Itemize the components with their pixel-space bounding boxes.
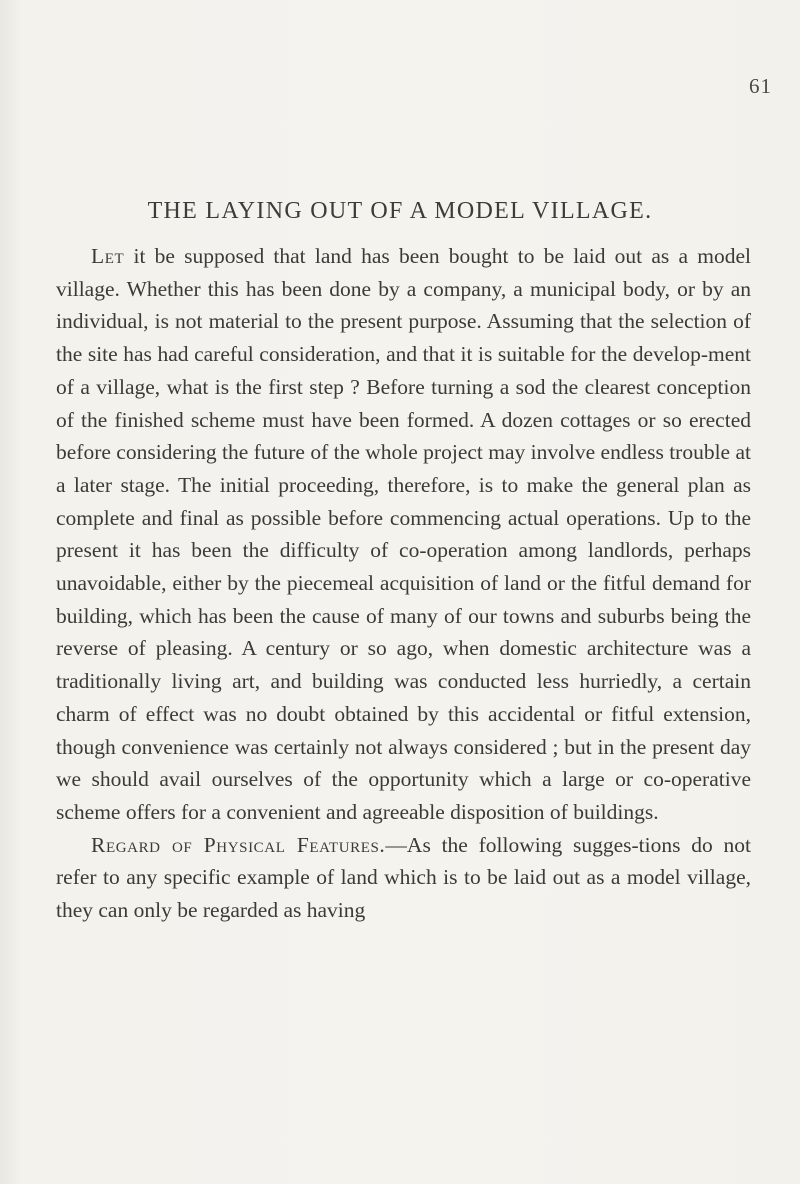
paragraph-physical-features	[56, 829, 751, 927]
paragraph-text: it be supposed that land has been bought to be laid out as a model village. Whether this has been done by a company, a municipal body, or by an individual, is not material to the present purpose. Assuming that the selection of the site has had careful consideration, and that it is suitable for the develop-ment of a village, what is the first step ? Before turning a sod the clearest conception of the finished scheme must have been formed. A dozen cottages or so erected before considering the future of the whole project may involve endless trouble at a later stage. The initial proceeding, therefore, is to make the general plan as complete and final as possible before commencing actual operations. Up to the present it has been the difficulty of co-operation among landlords, perhaps unavoidable, either by the piecemeal acquisition of land or the fitful demand for building, which has been the cause of many of our towns and suburbs being the reverse of pleasing. A century or so ago, when domestic architecture was a traditionally living art, and building was conducted less hurriedly, a certain charm of effect was no doubt obtained by this accidental or fitful extension, though convenience was certainly not always considered ; but in the present day we should avail ourselves of the opportunity which a large or co-operative scheme offers for a convenient and agreeable disposition of buildings.	[56, 244, 751, 824]
paragraph-lead-word: Let	[91, 244, 125, 268]
section-heading-inline: Regard of Physical Features.	[91, 832, 386, 857]
body-text	[56, 240, 751, 927]
page-number: 61	[749, 74, 772, 98]
paragraph-text: —As the following sugges-tions do not refer to any specific example of land which is to be laid out as a model village, they can only be regarded as having	[56, 832, 751, 923]
chapter-title: THE LAYING OUT OF A MODEL VILLAGE.	[147, 198, 653, 224]
paragraph-introduction	[56, 240, 751, 829]
